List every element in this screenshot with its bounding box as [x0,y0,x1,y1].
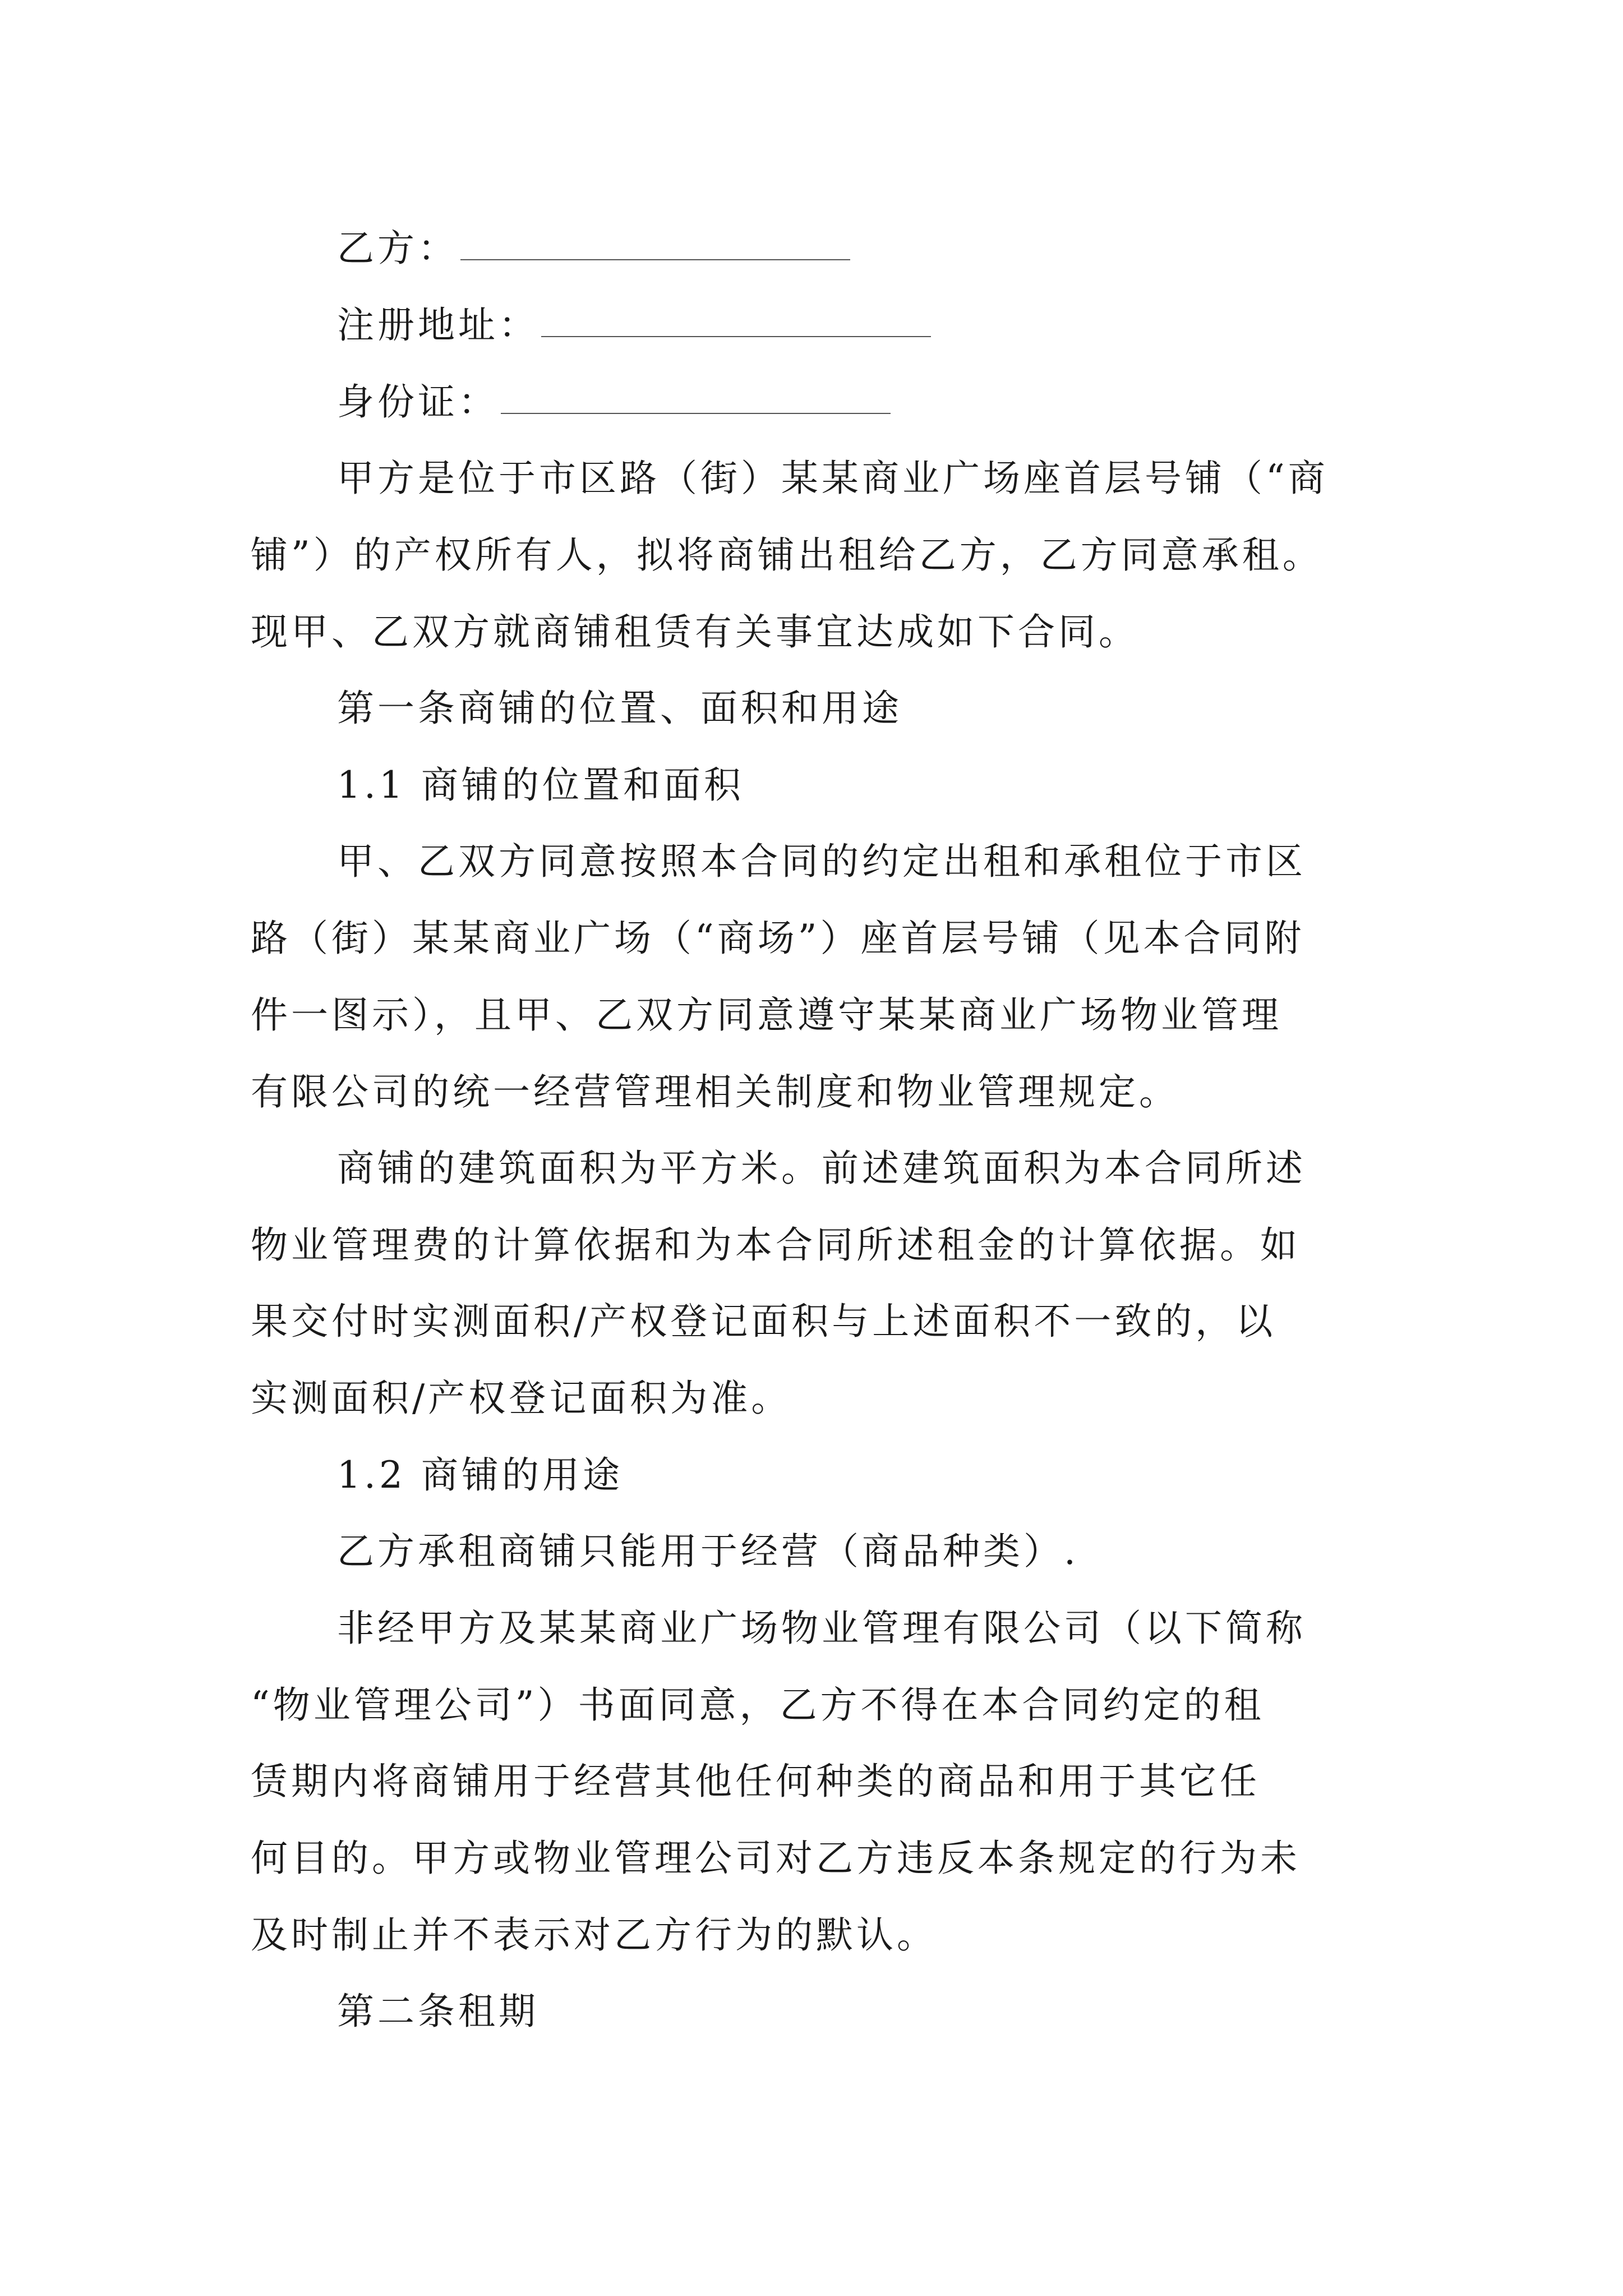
text-line: 何目的。甲方或物业管理公司对乙方违反本条规定的行为未 [251,1837,1301,1880]
id-card-label: 身份证： [337,380,499,424]
text-line: 现甲、乙双方就商铺租赁有关事宜达成如下合同。 [251,610,1139,654]
subsection-heading: 1.2 商铺的用途 [337,1453,623,1497]
text-line: 及时制止并不表示对乙方行为的默认。 [251,1913,937,1957]
id-card-field [337,377,1459,427]
subsection-heading: 1.1 商铺的位置和面积 [337,763,744,807]
text-line: 甲方是位于市区路（街）某某商业广场座首层号铺（“商 [337,457,1329,500]
registered-address-field [337,300,1459,351]
text-line: 路（街）某某商业广场（“商场”）座首层号铺（见本合同附 [251,917,1305,960]
text-line: “物业管理公司”）书面同意，乙方不得在本合同约定的租 [251,1683,1265,1727]
text-line: 有限公司的统一经营管理相关制度和物业管理规定。 [251,1070,1179,1114]
text-line: 件一图示），且甲、乙双方同意遵守某某商业广场物业管理 [251,993,1282,1037]
section-heading: 第二条租期 [337,1990,539,2033]
party-b-label: 乙方： [337,227,458,270]
text-line: 商铺的建筑面积为平方米。前述建筑面积为本合同所述 [337,1147,1306,1190]
text-line: 物业管理费的计算依据和为本合同所述租金的计算依据。如 [251,1223,1301,1267]
section-heading: 第一条商铺的位置、面积和用途 [337,687,902,730]
text-line: 实测面积/产权登记面积为准。 [251,1377,792,1420]
registered-address-blank[interactable] [541,300,931,337]
text-line: 铺”）的产权所有人，拟将商铺出租给乙方，乙方同意承租。 [251,533,1323,577]
party-b-field [337,223,1459,274]
text-line: 乙方承租商铺只能用于经营（商品种类）. [337,1530,1079,1573]
id-card-blank[interactable] [501,377,891,414]
text-line: 非经甲方及某某商业广场物业管理有限公司（以下简称 [337,1607,1306,1650]
registered-address-label: 注册地址： [337,303,539,347]
text-line: 甲、乙双方同意按照本合同的约定出租和承租位于市区 [337,840,1306,883]
party-b-blank[interactable] [460,223,850,260]
text-line: 果交付时实测面积/产权登记面积与上述面积不一致的，以 [251,1300,1276,1343]
text-line: 赁期内将商铺用于经营其他任何种类的商品和用于其它任 [251,1760,1260,1803]
